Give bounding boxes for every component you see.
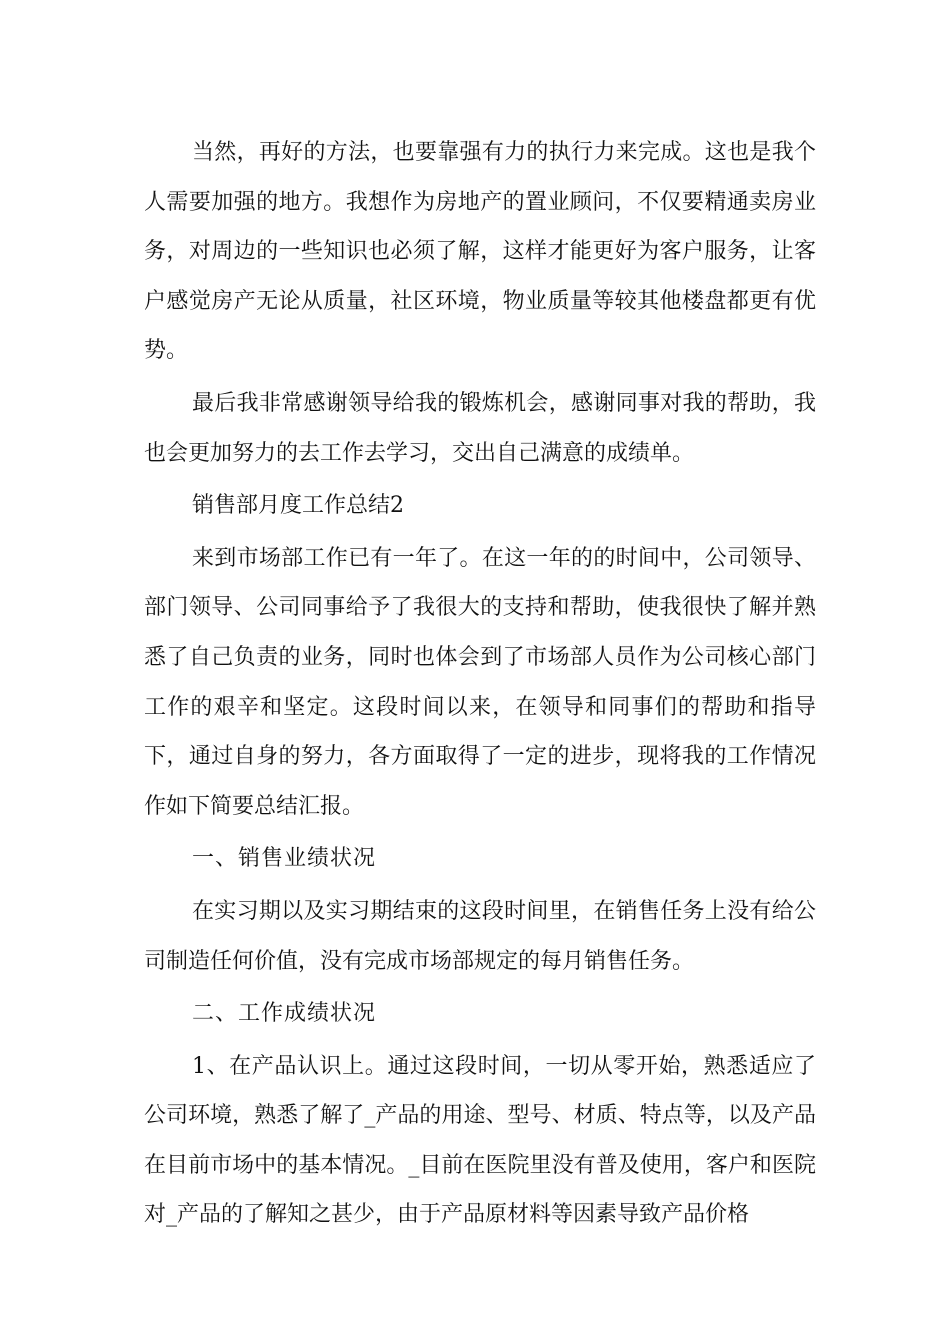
- paragraph-sales-performance: 在实习期以及实习期结束的这段时间里，在销售任务上没有给公司制造任何价值，没有完成市场部规定的每月销售任务。: [144, 898, 816, 974]
- document-body: [144, 128, 816, 1243]
- paragraph-product-knowledge: 1、在产品认识上。通过这段时间，一切从零开始，熟悉适应了公司环境，熟悉了解了_产品的用途、型号、材质、特点等，以及产品在目前市场中的基本情况。_目前在医院里没有普及使用，客户和医院对_产品的了解知之甚少，由于产品原材料等因素导致产品价格: [144, 1053, 816, 1228]
- section-heading-sales-performance: 一、销售业绩状况: [192, 846, 377, 872]
- summary-title: 销售部月度工作总结2: [192, 493, 404, 519]
- paragraph-execution: 当然，再好的方法，也要靠强有力的执行力来完成。这也是我个人需要加强的地方。我想作为房地产的置业顾问，不仅要精通卖房业务，对周边的一些知识也必须了解，这样才能更好为客户服务，让客户感觉房产无论从质量，社区环境，物业质量等较其他楼盘都更有优势。: [144, 140, 816, 364]
- paragraph-thanks: 最后我非常感谢领导给我的锻炼机会，感谢同事对我的帮助，我也会更加努力的去工作去学习，交出自己满意的成绩单。: [144, 390, 816, 466]
- paragraph-intro: 来到市场部工作已有一年了。在这一年的的时间中，公司领导、部门领导、公司同事给予了我很大的支持和帮助，使我很快了解并熟悉了自己负责的业务，同时也体会到了市场部人员作为公司核心部门工作的艰辛和坚定。这段时间以来，在领导和同事们的帮助和指导下，通过自身的努力，各方面取得了一定的进步，现将我的工作情况作如下简要总结汇报。: [144, 545, 816, 819]
- section-heading-work-results: 二、工作成绩状况: [192, 1001, 377, 1027]
